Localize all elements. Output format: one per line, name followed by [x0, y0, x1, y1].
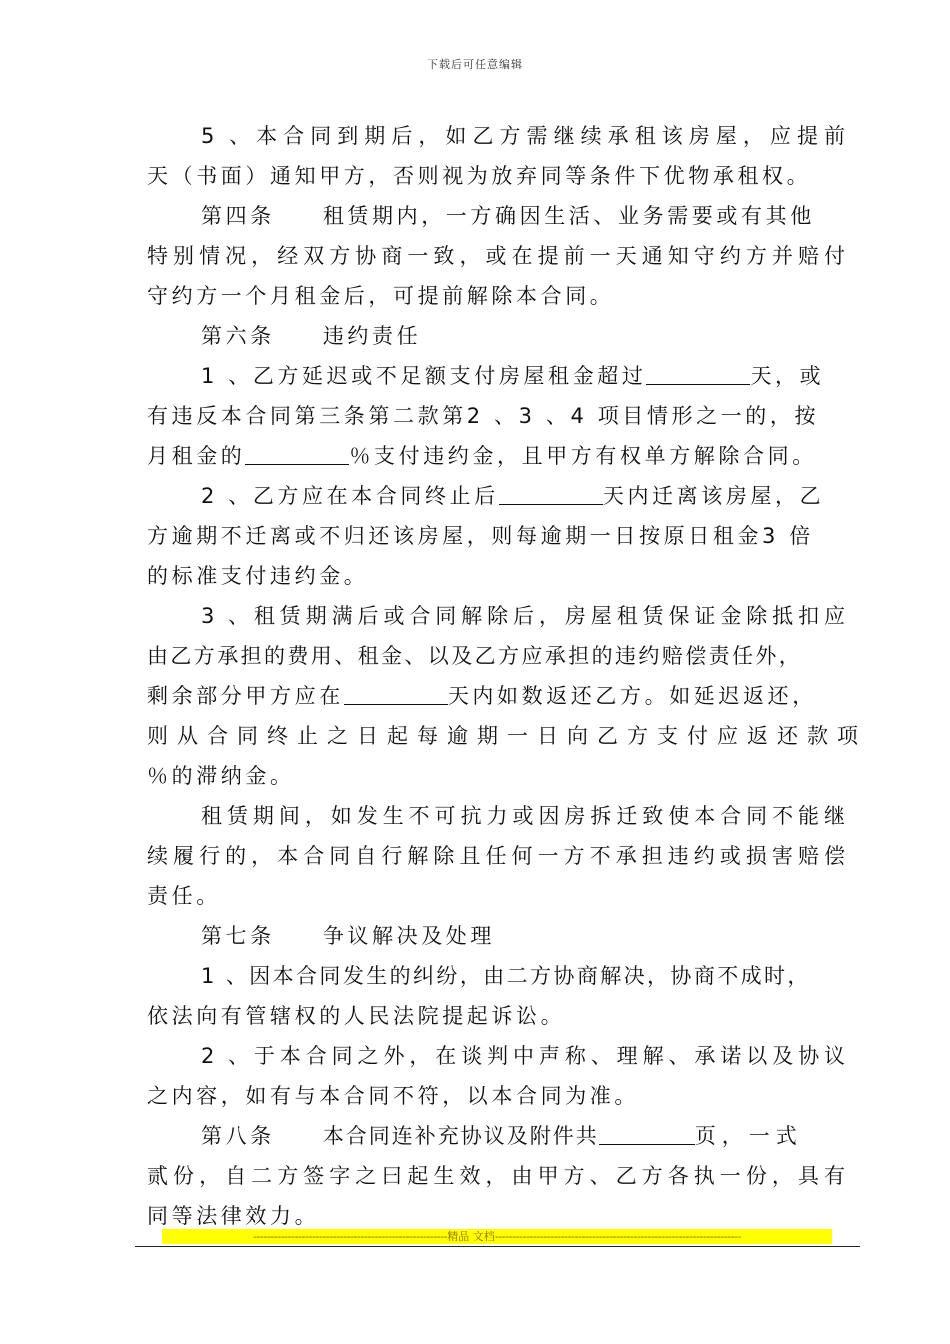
paragraph-line: 5 、本合同到期后，如乙方需继续承租该房屋，应提前 [201, 124, 847, 148]
fill-blank-days[interactable] [646, 358, 750, 385]
article-text: 本合同连补充协议及附件共 [322, 1124, 599, 1148]
article-title: 违约责任 [322, 324, 422, 348]
clause-text: ％支付违约金，且甲方有权单方解除合同。 [349, 444, 817, 468]
paragraph-line [147, 676, 847, 716]
clause-text: 天，或 [750, 364, 825, 388]
article-text: 页，一式 [694, 1124, 803, 1148]
article-text: 租赁期内，一方确因生活、业务需要或有其他 [322, 204, 815, 228]
clause-text: 2 、乙方应在本合同终止后 [201, 484, 499, 508]
paragraph-line: 之内容，如有与本合同不符，以本合同为准。 [147, 1084, 639, 1108]
article-heading: 第七条 [201, 924, 275, 948]
paragraph-line: 方逾期不迁离或不归还该房屋，则每逾期一日按原日租金3 倍 [147, 524, 814, 548]
article-title: 争议解决及处理 [322, 924, 496, 948]
clause-text: 剩余部分甲方应在 [147, 684, 344, 708]
paragraph-line: 则从合同终止之日起每逾期一日向乙方支付应返还款项 [147, 724, 867, 748]
paragraph-line: 1 、因本合同发生的纠纷，由二方协商解决，协商不成时， [201, 964, 811, 988]
article-7-line [147, 916, 847, 956]
article-heading: 第四条 [201, 204, 275, 228]
paragraph-line [147, 476, 847, 516]
fill-blank-days[interactable] [499, 478, 603, 505]
paragraph-line: 有违反本合同第三条第二款第2 、3 、4 项目情形之一的，按 [147, 404, 820, 428]
paragraph-line: 同等法律效力。 [147, 1204, 320, 1228]
fill-blank-days[interactable] [344, 678, 448, 705]
article-8-line [147, 1116, 847, 1156]
contract-body [147, 116, 867, 1236]
paragraph-line: 守约方一个月租金后，可提前解除本合同。 [147, 284, 615, 308]
paragraph-line [147, 356, 847, 396]
footer-dashes: -------------------------------------------------------- [252, 1230, 448, 1243]
fill-blank-percent[interactable] [245, 438, 349, 465]
paragraph-line: ％的滞纳金。 [147, 764, 295, 788]
paragraph-line: 租赁期间，如发生不可抗力或因房拆迁致使本合同不能继 [201, 804, 847, 828]
paragraph-line: 2 、于本合同之外，在谈判中声称、理解、承诺以及协议 [201, 1044, 847, 1068]
clause-text: 1 、乙方延迟或不足额支付房屋租金超过 [201, 364, 647, 388]
paragraph-line: 的标准支付违约金。 [147, 564, 369, 588]
paragraph-line [147, 436, 847, 476]
paragraph-line: 责任。 [147, 884, 221, 908]
paragraph-line: 续履行的，本合同自行解除且任何一方不承担违约或损害赔偿 [147, 844, 847, 868]
paragraph-line: 3 、租赁期满后或合同解除后，房屋租赁保证金除抵扣应 [201, 604, 847, 628]
fill-blank-pages[interactable] [599, 1118, 695, 1145]
article-heading: 第八条 [201, 1124, 275, 1148]
page-header-note: 下载后可任意编辑 [427, 58, 523, 71]
article-6-line [147, 316, 847, 356]
article-heading: 第六条 [201, 324, 275, 348]
article-4-line [147, 196, 847, 236]
clause-text: 天内迁离该房屋，乙 [602, 484, 825, 508]
clause-text: 天内如数返还乙方。如延迟返还， [447, 684, 817, 708]
paragraph-line: 依法向有管辖权的人民法院提起诉讼。 [147, 1004, 566, 1028]
footer-label: 精品 文档 [447, 1230, 495, 1243]
paragraph-line: 天（书面）通知甲方，否则视为放弃同等条件下优物承租权。 [147, 164, 812, 188]
footer-divider [135, 1246, 860, 1247]
paragraph-line: 贰份，自二方签字之曰起生效，由甲方、乙方各执一份，具有 [147, 1164, 847, 1188]
clause-text: 月租金的 [147, 444, 246, 468]
footer-banner [162, 1229, 832, 1244]
paragraph-line: 由乙方承担的费用、租金、以及乙方应承担的违约赔偿责任外， [147, 644, 803, 668]
footer-dashes: ----------------------------------------------------------------------- [494, 1230, 742, 1243]
paragraph-line: 特别情况，经双方协商一致，或在提前一天通知守约方并赔付 [147, 244, 847, 268]
